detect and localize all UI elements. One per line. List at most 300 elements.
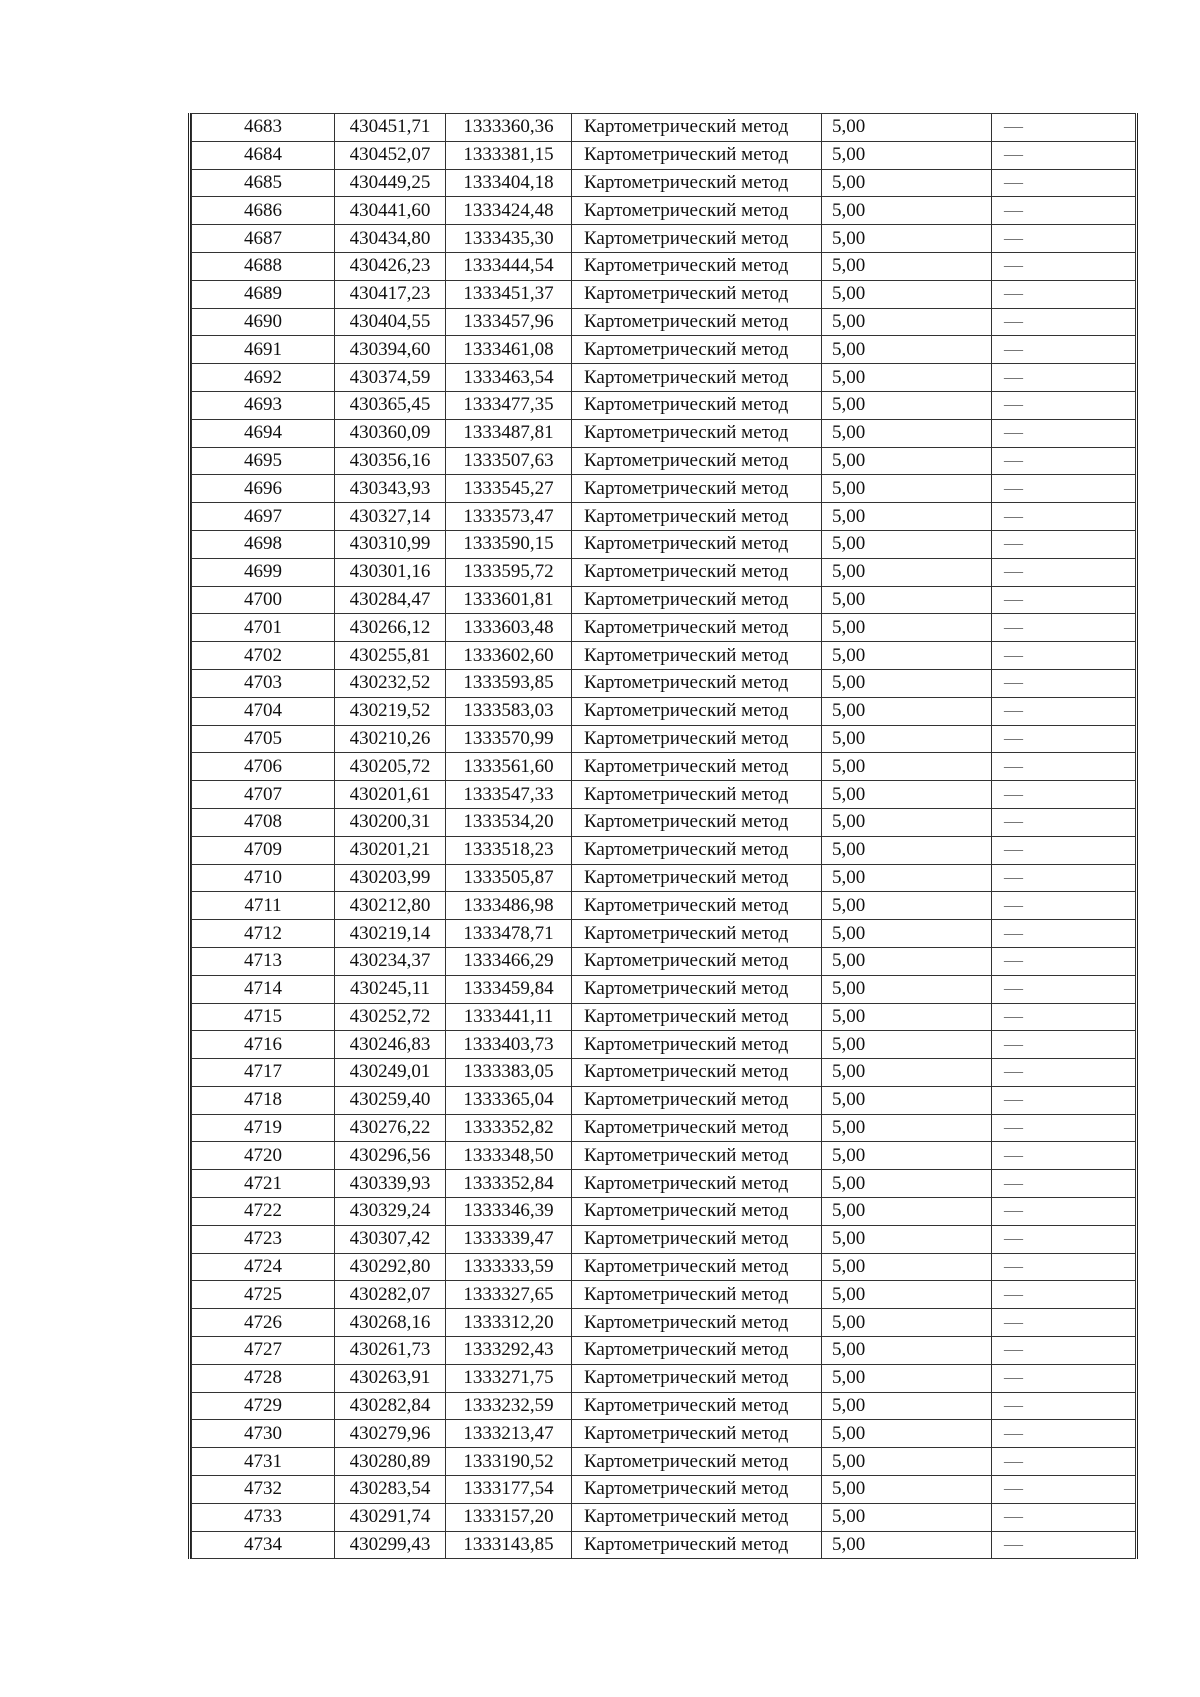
accuracy-cell: 5,00 [822,1448,992,1476]
x-coordinate-cell: 430343,93 [335,475,446,503]
accuracy-cell: 5,00 [822,225,992,253]
x-coordinate-cell: 430434,80 [335,225,446,253]
note-cell: — [992,947,1136,975]
table-row [192,614,1136,642]
point-number-cell: 4717 [192,1059,335,1087]
note-cell: — [992,1281,1136,1309]
note-cell: — [992,1309,1136,1337]
accuracy-cell: 5,00 [822,892,992,920]
point-number-cell: 4725 [192,1281,335,1309]
method-cell: Картометрический метод [572,1309,822,1337]
accuracy-cell: 5,00 [822,197,992,225]
accuracy-cell: 5,00 [822,114,992,142]
table-row [192,753,1136,781]
x-coordinate-cell: 430276,22 [335,1114,446,1142]
note-cell: — [992,280,1136,308]
y-coordinate-cell: 1333466,29 [446,947,572,975]
y-coordinate-cell: 1333547,33 [446,781,572,809]
point-number-cell: 4709 [192,836,335,864]
note-cell: — [992,252,1136,280]
method-cell: Картометрический метод [572,530,822,558]
table-row [192,697,1136,725]
method-cell: Картометрический метод [572,864,822,892]
table-row [192,1086,1136,1114]
x-coordinate-cell: 430356,16 [335,447,446,475]
note-cell: — [992,1503,1136,1531]
method-cell: Картометрический метод [572,947,822,975]
method-cell: Картометрический метод [572,1059,822,1087]
method-cell: Картометрический метод [572,1448,822,1476]
accuracy-cell: 5,00 [822,1337,992,1365]
point-number-cell: 4714 [192,975,335,1003]
point-number-cell: 4707 [192,781,335,809]
point-number-cell: 4684 [192,141,335,169]
y-coordinate-cell: 1333545,27 [446,475,572,503]
y-coordinate-cell: 1333339,47 [446,1225,572,1253]
note-cell: — [992,364,1136,392]
x-coordinate-cell: 430327,14 [335,503,446,531]
table-row [192,447,1136,475]
method-cell: Картометрический метод [572,1281,822,1309]
accuracy-cell: 5,00 [822,447,992,475]
table-row [192,669,1136,697]
note-cell: — [992,1142,1136,1170]
point-number-cell: 4691 [192,336,335,364]
x-coordinate-cell: 430451,71 [335,114,446,142]
point-number-cell: 4697 [192,503,335,531]
method-cell: Картометрический метод [572,280,822,308]
note-cell: — [992,1225,1136,1253]
point-number-cell: 4733 [192,1503,335,1531]
point-number-cell: 4693 [192,391,335,419]
table-row [192,864,1136,892]
y-coordinate-cell: 1333573,47 [446,503,572,531]
accuracy-cell: 5,00 [822,1086,992,1114]
table-row [192,1309,1136,1337]
x-coordinate-cell: 430212,80 [335,892,446,920]
table-row [192,836,1136,864]
x-coordinate-cell: 430232,52 [335,669,446,697]
method-cell: Картометрический метод [572,1392,822,1420]
coordinates-table [191,113,1136,1559]
table-row [192,1531,1136,1559]
y-coordinate-cell: 1333424,48 [446,197,572,225]
method-cell: Картометрический метод [572,1531,822,1559]
x-coordinate-cell: 430255,81 [335,642,446,670]
point-number-cell: 4686 [192,197,335,225]
method-cell: Картометрический метод [572,503,822,531]
note-cell: — [992,669,1136,697]
x-coordinate-cell: 430296,56 [335,1142,446,1170]
point-number-cell: 4689 [192,280,335,308]
y-coordinate-cell: 1333381,15 [446,141,572,169]
y-coordinate-cell: 1333157,20 [446,1503,572,1531]
method-cell: Картометрический метод [572,197,822,225]
method-cell: Картометрический метод [572,114,822,142]
method-cell: Картометрический метод [572,1114,822,1142]
table-row [192,280,1136,308]
x-coordinate-cell: 430203,99 [335,864,446,892]
accuracy-cell: 5,00 [822,1531,992,1559]
method-cell: Картометрический метод [572,447,822,475]
point-number-cell: 4727 [192,1337,335,1365]
point-number-cell: 4699 [192,558,335,586]
point-number-cell: 4731 [192,1448,335,1476]
table-row [192,252,1136,280]
y-coordinate-cell: 1333507,63 [446,447,572,475]
table-row [192,558,1136,586]
x-coordinate-cell: 430261,73 [335,1337,446,1365]
note-cell: — [992,1531,1136,1559]
accuracy-cell: 5,00 [822,364,992,392]
point-number-cell: 4726 [192,1309,335,1337]
y-coordinate-cell: 1333444,54 [446,252,572,280]
method-cell: Картометрический метод [572,1503,822,1531]
x-coordinate-cell: 430452,07 [335,141,446,169]
table-row [192,1476,1136,1504]
y-coordinate-cell: 1333333,59 [446,1253,572,1281]
note-cell: — [992,1031,1136,1059]
x-coordinate-cell: 430394,60 [335,336,446,364]
x-coordinate-cell: 430268,16 [335,1309,446,1337]
accuracy-cell: 5,00 [822,169,992,197]
point-number-cell: 4718 [192,1086,335,1114]
accuracy-cell: 5,00 [822,1142,992,1170]
y-coordinate-cell: 1333477,35 [446,391,572,419]
point-number-cell: 4708 [192,808,335,836]
x-coordinate-cell: 430282,84 [335,1392,446,1420]
x-coordinate-cell: 430374,59 [335,364,446,392]
method-cell: Картометрический метод [572,1337,822,1365]
accuracy-cell: 5,00 [822,1170,992,1198]
note-cell: — [992,1114,1136,1142]
note-cell: — [992,892,1136,920]
accuracy-cell: 5,00 [822,725,992,753]
x-coordinate-cell: 430301,16 [335,558,446,586]
note-cell: — [992,975,1136,1003]
y-coordinate-cell: 1333177,54 [446,1476,572,1504]
point-number-cell: 4687 [192,225,335,253]
point-number-cell: 4703 [192,669,335,697]
note-cell: — [992,1170,1136,1198]
accuracy-cell: 5,00 [822,975,992,1003]
method-cell: Картометрический метод [572,1170,822,1198]
accuracy-cell: 5,00 [822,1281,992,1309]
point-number-cell: 4705 [192,725,335,753]
table-row [192,1253,1136,1281]
method-cell: Картометрический метод [572,753,822,781]
y-coordinate-cell: 1333312,20 [446,1309,572,1337]
table-row [192,725,1136,753]
y-coordinate-cell: 1333593,85 [446,669,572,697]
note-cell: — [992,1059,1136,1087]
table-row [192,781,1136,809]
table-row [192,586,1136,614]
point-number-cell: 4728 [192,1364,335,1392]
point-number-cell: 4711 [192,892,335,920]
x-coordinate-cell: 430360,09 [335,419,446,447]
y-coordinate-cell: 1333583,03 [446,697,572,725]
table-row [192,1364,1136,1392]
y-coordinate-cell: 1333602,60 [446,642,572,670]
y-coordinate-cell: 1333232,59 [446,1392,572,1420]
note-cell: — [992,697,1136,725]
method-cell: Картометрический метод [572,364,822,392]
table-row [192,364,1136,392]
y-coordinate-cell: 1333601,81 [446,586,572,614]
accuracy-cell: 5,00 [822,391,992,419]
table-row [192,1142,1136,1170]
point-number-cell: 4721 [192,1170,335,1198]
y-coordinate-cell: 1333463,54 [446,364,572,392]
note-cell: — [992,558,1136,586]
x-coordinate-cell: 430339,93 [335,1170,446,1198]
method-cell: Картометрический метод [572,336,822,364]
y-coordinate-cell: 1333435,30 [446,225,572,253]
note-cell: — [992,475,1136,503]
method-cell: Картометрический метод [572,391,822,419]
method-cell: Картометрический метод [572,586,822,614]
x-coordinate-cell: 430219,14 [335,920,446,948]
y-coordinate-cell: 1333561,60 [446,753,572,781]
y-coordinate-cell: 1333365,04 [446,1086,572,1114]
accuracy-cell: 5,00 [822,864,992,892]
x-coordinate-cell: 430205,72 [335,753,446,781]
y-coordinate-cell: 1333348,50 [446,1142,572,1170]
accuracy-cell: 5,00 [822,252,992,280]
accuracy-cell: 5,00 [822,141,992,169]
table-row [192,475,1136,503]
x-coordinate-cell: 430219,52 [335,697,446,725]
note-cell: — [992,1420,1136,1448]
note-cell: — [992,753,1136,781]
x-coordinate-cell: 430292,80 [335,1253,446,1281]
x-coordinate-cell: 430263,91 [335,1364,446,1392]
accuracy-cell: 5,00 [822,808,992,836]
table-row [192,920,1136,948]
note-cell: — [992,141,1136,169]
table-row [192,391,1136,419]
note-cell: — [992,336,1136,364]
note-cell: — [992,308,1136,336]
method-cell: Картометрический метод [572,614,822,642]
note-cell: — [992,1003,1136,1031]
table-row [192,225,1136,253]
method-cell: Картометрический метод [572,475,822,503]
x-coordinate-cell: 430279,96 [335,1420,446,1448]
method-cell: Картометрический метод [572,725,822,753]
accuracy-cell: 5,00 [822,920,992,948]
x-coordinate-cell: 430266,12 [335,614,446,642]
y-coordinate-cell: 1333478,71 [446,920,572,948]
note-cell: — [992,1448,1136,1476]
point-number-cell: 4694 [192,419,335,447]
accuracy-cell: 5,00 [822,781,992,809]
point-number-cell: 4695 [192,447,335,475]
y-coordinate-cell: 1333383,05 [446,1059,572,1087]
y-coordinate-cell: 1333213,47 [446,1420,572,1448]
point-number-cell: 4720 [192,1142,335,1170]
method-cell: Картометрический метод [572,836,822,864]
x-coordinate-cell: 430417,23 [335,280,446,308]
y-coordinate-cell: 1333486,98 [446,892,572,920]
method-cell: Картометрический метод [572,1198,822,1226]
x-coordinate-cell: 430449,25 [335,169,446,197]
note-cell: — [992,614,1136,642]
note-cell: — [992,419,1136,447]
x-coordinate-cell: 430210,26 [335,725,446,753]
accuracy-cell: 5,00 [822,586,992,614]
note-cell: — [992,808,1136,836]
method-cell: Картометрический метод [572,920,822,948]
table-row [192,1198,1136,1226]
x-coordinate-cell: 430201,21 [335,836,446,864]
table-row [192,1170,1136,1198]
method-cell: Картометрический метод [572,1253,822,1281]
method-cell: Картометрический метод [572,1364,822,1392]
accuracy-cell: 5,00 [822,642,992,670]
method-cell: Картометрический метод [572,225,822,253]
method-cell: Картометрический метод [572,892,822,920]
y-coordinate-cell: 1333595,72 [446,558,572,586]
table-row [192,336,1136,364]
y-coordinate-cell: 1333190,52 [446,1448,572,1476]
method-cell: Картометрический метод [572,1003,822,1031]
x-coordinate-cell: 430329,24 [335,1198,446,1226]
table-row [192,1448,1136,1476]
point-number-cell: 4690 [192,308,335,336]
y-coordinate-cell: 1333441,11 [446,1003,572,1031]
method-cell: Картометрический метод [572,1142,822,1170]
accuracy-cell: 5,00 [822,836,992,864]
accuracy-cell: 5,00 [822,1031,992,1059]
point-number-cell: 4698 [192,530,335,558]
accuracy-cell: 5,00 [822,336,992,364]
note-cell: — [992,197,1136,225]
table-row [192,1059,1136,1087]
x-coordinate-cell: 430234,37 [335,947,446,975]
note-cell: — [992,447,1136,475]
x-coordinate-cell: 430245,11 [335,975,446,1003]
accuracy-cell: 5,00 [822,1253,992,1281]
y-coordinate-cell: 1333505,87 [446,864,572,892]
point-number-cell: 4706 [192,753,335,781]
table-row [192,114,1136,142]
table-row [192,642,1136,670]
method-cell: Картометрический метод [572,141,822,169]
x-coordinate-cell: 430441,60 [335,197,446,225]
point-number-cell: 4712 [192,920,335,948]
x-coordinate-cell: 430310,99 [335,530,446,558]
note-cell: — [992,642,1136,670]
accuracy-cell: 5,00 [822,697,992,725]
accuracy-cell: 5,00 [822,669,992,697]
point-number-cell: 4723 [192,1225,335,1253]
x-coordinate-cell: 430252,72 [335,1003,446,1031]
accuracy-cell: 5,00 [822,1476,992,1504]
accuracy-cell: 5,00 [822,1225,992,1253]
point-number-cell: 4685 [192,169,335,197]
table-row [192,503,1136,531]
note-cell: — [992,1253,1136,1281]
method-cell: Картометрический метод [572,308,822,336]
method-cell: Картометрический метод [572,1420,822,1448]
y-coordinate-cell: 1333461,08 [446,336,572,364]
point-number-cell: 4715 [192,1003,335,1031]
table-row [192,169,1136,197]
y-coordinate-cell: 1333327,65 [446,1281,572,1309]
point-number-cell: 4730 [192,1420,335,1448]
x-coordinate-cell: 430404,55 [335,308,446,336]
y-coordinate-cell: 1333143,85 [446,1531,572,1559]
point-number-cell: 4701 [192,614,335,642]
y-coordinate-cell: 1333352,84 [446,1170,572,1198]
table-row [192,947,1136,975]
point-number-cell: 4688 [192,252,335,280]
note-cell: — [992,725,1136,753]
table-row [192,808,1136,836]
x-coordinate-cell: 430246,83 [335,1031,446,1059]
accuracy-cell: 5,00 [822,1364,992,1392]
x-coordinate-cell: 430280,89 [335,1448,446,1476]
y-coordinate-cell: 1333570,99 [446,725,572,753]
method-cell: Картометрический метод [572,1476,822,1504]
note-cell: — [992,503,1136,531]
y-coordinate-cell: 1333292,43 [446,1337,572,1365]
x-coordinate-cell: 430200,31 [335,808,446,836]
table-row [192,530,1136,558]
table-row [192,1420,1136,1448]
x-coordinate-cell: 430259,40 [335,1086,446,1114]
x-coordinate-cell: 430426,23 [335,252,446,280]
point-number-cell: 4724 [192,1253,335,1281]
point-number-cell: 4700 [192,586,335,614]
x-coordinate-cell: 430365,45 [335,391,446,419]
x-coordinate-cell: 430299,43 [335,1531,446,1559]
point-number-cell: 4713 [192,947,335,975]
accuracy-cell: 5,00 [822,947,992,975]
note-cell: — [992,530,1136,558]
point-number-cell: 4722 [192,1198,335,1226]
table-row [192,1392,1136,1420]
accuracy-cell: 5,00 [822,280,992,308]
table-row [192,1003,1136,1031]
y-coordinate-cell: 1333346,39 [446,1198,572,1226]
y-coordinate-cell: 1333271,75 [446,1364,572,1392]
method-cell: Картометрический метод [572,781,822,809]
method-cell: Картометрический метод [572,1225,822,1253]
accuracy-cell: 5,00 [822,753,992,781]
note-cell: — [992,1476,1136,1504]
point-number-cell: 4719 [192,1114,335,1142]
point-number-cell: 4716 [192,1031,335,1059]
method-cell: Картометрический метод [572,1086,822,1114]
x-coordinate-cell: 430201,61 [335,781,446,809]
method-cell: Картометрический метод [572,975,822,1003]
table-row [192,1337,1136,1365]
y-coordinate-cell: 1333403,73 [446,1031,572,1059]
method-cell: Картометрический метод [572,697,822,725]
note-cell: — [992,836,1136,864]
note-cell: — [992,225,1136,253]
point-number-cell: 4734 [192,1531,335,1559]
method-cell: Картометрический метод [572,1031,822,1059]
method-cell: Картометрический метод [572,419,822,447]
method-cell: Картометрический метод [572,642,822,670]
accuracy-cell: 5,00 [822,614,992,642]
table-row [192,975,1136,1003]
accuracy-cell: 5,00 [822,308,992,336]
